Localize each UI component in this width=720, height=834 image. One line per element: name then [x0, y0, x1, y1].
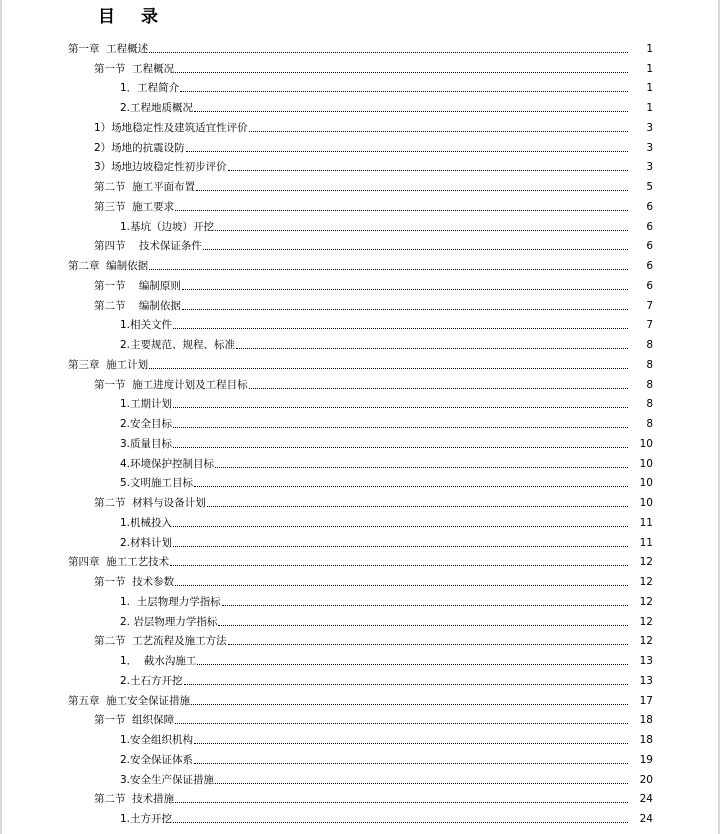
- toc-dot-leader: [194, 485, 628, 487]
- toc-dot-leader: [191, 703, 628, 705]
- toc-dot-leader: [222, 604, 628, 606]
- toc-dot-leader: [182, 288, 628, 290]
- toc-entry[interactable]: [0, 472, 720, 492]
- toc-dot-leader: [228, 643, 628, 645]
- toc-entry[interactable]: [0, 393, 720, 413]
- toc-dot-leader: [175, 722, 628, 724]
- toc-entry[interactable]: [0, 807, 720, 827]
- toc-entry-page-number: 8: [646, 339, 653, 351]
- toc-entry-label: 2. 岩层物理力学指标: [120, 615, 218, 628]
- toc-entry[interactable]: [0, 215, 720, 235]
- toc-entry-label: 第二节 施工平面布置: [94, 181, 196, 193]
- toc-entry-page-number: 7: [646, 319, 653, 332]
- toc-entry-page-number: 20: [639, 773, 653, 786]
- toc-entry-page-number: 1: [646, 102, 653, 114]
- toc-dot-leader: [173, 426, 628, 428]
- toc-dot-leader: [203, 248, 628, 250]
- toc-entry-label: 1．工程简介: [120, 82, 180, 95]
- toc-entry[interactable]: [0, 314, 720, 334]
- toc-entry[interactable]: [0, 570, 720, 590]
- toc-entry-page-number: 18: [639, 734, 653, 746]
- toc-entry[interactable]: [0, 432, 720, 452]
- toc-entry[interactable]: [0, 195, 720, 215]
- toc-entry-label: 1.机械投入: [120, 516, 173, 529]
- toc-dot-leader: [180, 90, 628, 92]
- toc-entry-label: 1.安全组织机构: [120, 734, 194, 746]
- toc-entry-page-number: 8: [646, 358, 653, 371]
- table-of-contents: [0, 37, 720, 827]
- toc-entry-label: 1.工期计划: [120, 398, 173, 411]
- toc-entry-label: 1.土方开挖: [120, 813, 173, 825]
- toc-entry[interactable]: [0, 274, 720, 294]
- toc-entry-page-number: 12: [639, 576, 653, 588]
- toc-entry[interactable]: [0, 452, 720, 472]
- toc-dot-leader: [149, 268, 628, 270]
- toc-entry-page-number: 1: [646, 82, 653, 95]
- toc-entry-label: 第三节 施工要求: [94, 200, 175, 213]
- toc-entry-page-number: 10: [639, 437, 653, 450]
- toc-entry[interactable]: [0, 156, 720, 176]
- toc-dot-leader: [149, 367, 628, 369]
- toc-entry[interactable]: [0, 630, 720, 650]
- toc-entry-label: 第二节 材料与设备计划: [94, 497, 206, 509]
- toc-entry-label: 1． 截水沟施工: [120, 655, 197, 667]
- toc-entry-label: 第一节 技术参数: [94, 576, 175, 588]
- toc-entry[interactable]: [0, 788, 720, 808]
- toc-dot-leader: [194, 742, 628, 744]
- toc-entry[interactable]: [0, 254, 720, 274]
- toc-entry-label: 第二节 编制依据: [94, 299, 181, 312]
- toc-entry-label: 2.主要规范、规程、标准: [120, 339, 236, 351]
- toc-entry-page-number: 7: [646, 299, 653, 312]
- toc-entry-page-number: 12: [639, 556, 653, 569]
- toc-entry-label: 第一节 施工进度计划及工程目标: [94, 378, 248, 391]
- toc-entry-label: 第一节 编制原则: [94, 279, 181, 292]
- toc-entry[interactable]: [0, 96, 720, 116]
- toc-entry-page-number: 12: [639, 595, 653, 608]
- toc-entry[interactable]: [0, 590, 720, 610]
- toc-entry-label: 2.安全目标: [120, 418, 173, 430]
- toc-dot-leader: [215, 229, 628, 231]
- toc-entry-label: 2.工程地质概况: [120, 102, 194, 114]
- toc-dot-leader: [218, 624, 628, 626]
- toc-entry-page-number: 3: [646, 121, 653, 134]
- toc-entry-label: 2）场地的抗震设防: [94, 141, 185, 154]
- toc-entry-label: 2.安全保证体系: [120, 753, 194, 766]
- toc-entry[interactable]: [0, 353, 720, 373]
- toc-entry-page-number: 11: [639, 516, 653, 529]
- toc-entry-page-number: 17: [639, 694, 653, 707]
- toc-entry-label: 第三章 施工计划: [68, 358, 149, 371]
- toc-entry-page-number: 3: [646, 161, 653, 174]
- toc-entry[interactable]: [0, 689, 720, 709]
- toc-entry[interactable]: [0, 768, 720, 788]
- toc-entry-label: 第二节 技术措施: [94, 793, 175, 806]
- toc-entry[interactable]: [0, 709, 720, 729]
- toc-entry-label: 1）场地稳定性及建筑适宜性评价: [94, 121, 248, 134]
- toc-entry[interactable]: [0, 57, 720, 77]
- toc-entry-label: 第二节 工艺流程及施工方法: [94, 635, 227, 648]
- toc-dot-leader: [215, 466, 628, 468]
- toc-entry-label: 第四章 施工工艺技术: [68, 556, 170, 569]
- toc-entry-page-number: 6: [646, 220, 653, 233]
- toc-entry[interactable]: [0, 235, 720, 255]
- toc-entry-page-number: 1: [646, 62, 653, 75]
- toc-entry-page-number: 6: [646, 260, 653, 272]
- toc-entry[interactable]: [0, 511, 720, 531]
- toc-entry[interactable]: [0, 37, 720, 57]
- toc-dot-leader: [170, 564, 628, 566]
- toc-dot-leader: [196, 189, 628, 191]
- toc-entry-page-number: 12: [639, 615, 653, 628]
- toc-entry[interactable]: [0, 491, 720, 511]
- toc-entry-page-number: 12: [639, 635, 653, 648]
- toc-entry-page-number: 10: [639, 477, 653, 490]
- toc-entry-label: 2.土石方开挖: [120, 674, 183, 687]
- toc-entry-page-number: 19: [639, 753, 653, 766]
- toc-entry[interactable]: [0, 610, 720, 630]
- toc-entry[interactable]: [0, 412, 720, 432]
- toc-entry[interactable]: [0, 531, 720, 551]
- toc-dot-leader: [173, 327, 628, 329]
- toc-entry-page-number: 5: [646, 181, 653, 193]
- toc-dot-leader: [207, 505, 628, 507]
- toc-entry[interactable]: [0, 175, 720, 195]
- toc-entry[interactable]: [0, 649, 720, 669]
- toc-entry[interactable]: [0, 748, 720, 768]
- toc-dot-leader: [175, 71, 628, 73]
- toc-dot-leader: [249, 130, 628, 132]
- toc-entry-page-number: 8: [646, 398, 653, 411]
- toc-dot-leader: [249, 387, 628, 389]
- toc-entry-page-number: 6: [646, 279, 653, 292]
- toc-dot-leader: [197, 663, 628, 665]
- toc-entry-label: 4.环境保护控制目标: [120, 457, 215, 470]
- toc-entry-label: 第一章 工程概述: [68, 42, 149, 55]
- toc-dot-leader: [173, 545, 628, 547]
- toc-entry[interactable]: [0, 728, 720, 748]
- toc-entry[interactable]: [0, 136, 720, 156]
- toc-dot-leader: [228, 169, 628, 171]
- toc-entry-label: 1.相关文件: [120, 319, 173, 332]
- toc-dot-leader: [173, 446, 628, 448]
- toc-entry-page-number: 3: [646, 141, 653, 154]
- toc-entry-label: 第一节 工程概况: [94, 62, 175, 75]
- toc-dot-leader: [149, 51, 628, 53]
- toc-entry-label: 3.安全生产保证措施: [120, 773, 215, 786]
- toc-entry[interactable]: [0, 116, 720, 136]
- toc-dot-leader: [175, 209, 628, 211]
- toc-entry-page-number: 8: [646, 378, 653, 391]
- toc-entry-label: 第二章 编制依据: [68, 260, 149, 272]
- toc-entry-label: 1. 土层物理力学指标: [120, 595, 221, 608]
- toc-entry-label: 5.文明施工目标: [120, 477, 194, 490]
- toc-entry[interactable]: [0, 294, 720, 314]
- toc-entry-label: 第五章 施工安全保证措施: [68, 694, 191, 707]
- toc-dot-leader: [173, 525, 628, 527]
- toc-entry[interactable]: [0, 333, 720, 353]
- toc-dot-leader: [236, 347, 628, 349]
- toc-dot-leader: [173, 821, 628, 823]
- toc-dot-leader: [175, 801, 628, 803]
- toc-entry-label: 第四节 技术保证条件: [94, 240, 202, 253]
- toc-dot-leader: [194, 762, 628, 764]
- toc-dot-leader: [175, 584, 628, 586]
- toc-dot-leader: [194, 110, 628, 112]
- toc-entry-label: 2.材料计划: [120, 536, 173, 549]
- toc-entry-page-number: 1: [646, 42, 653, 55]
- toc-dot-leader: [186, 150, 628, 152]
- toc-entry-page-number: 24: [639, 813, 653, 825]
- toc-entry-label: 1.基坑（边坡）开挖: [120, 220, 215, 233]
- toc-entry-page-number: 6: [646, 240, 653, 253]
- toc-entry-page-number: 13: [639, 655, 653, 667]
- toc-entry[interactable]: [0, 551, 720, 571]
- toc-entry[interactable]: [0, 669, 720, 689]
- toc-dot-leader: [182, 308, 628, 310]
- toc-dot-leader: [173, 406, 628, 408]
- toc-dot-leader: [215, 782, 628, 784]
- toc-entry-label: 第一节 组织保障: [94, 714, 175, 727]
- toc-entry[interactable]: [0, 77, 720, 97]
- toc-title: 目录: [98, 7, 184, 27]
- toc-entry-page-number: 10: [639, 457, 653, 470]
- toc-dot-leader: [184, 683, 628, 685]
- toc-entry-label: 3.质量目标: [120, 437, 173, 450]
- toc-entry[interactable]: [0, 373, 720, 393]
- toc-entry-page-number: 6: [646, 200, 653, 213]
- toc-entry-page-number: 18: [639, 714, 653, 727]
- toc-entry-page-number: 24: [639, 793, 653, 806]
- toc-entry-page-number: 13: [639, 674, 653, 687]
- toc-entry-page-number: 8: [646, 418, 653, 430]
- toc-entry-page-number: 10: [639, 497, 653, 509]
- toc-entry-page-number: 11: [639, 536, 653, 549]
- toc-entry-label: 3）场地边坡稳定性初步评价: [94, 161, 227, 174]
